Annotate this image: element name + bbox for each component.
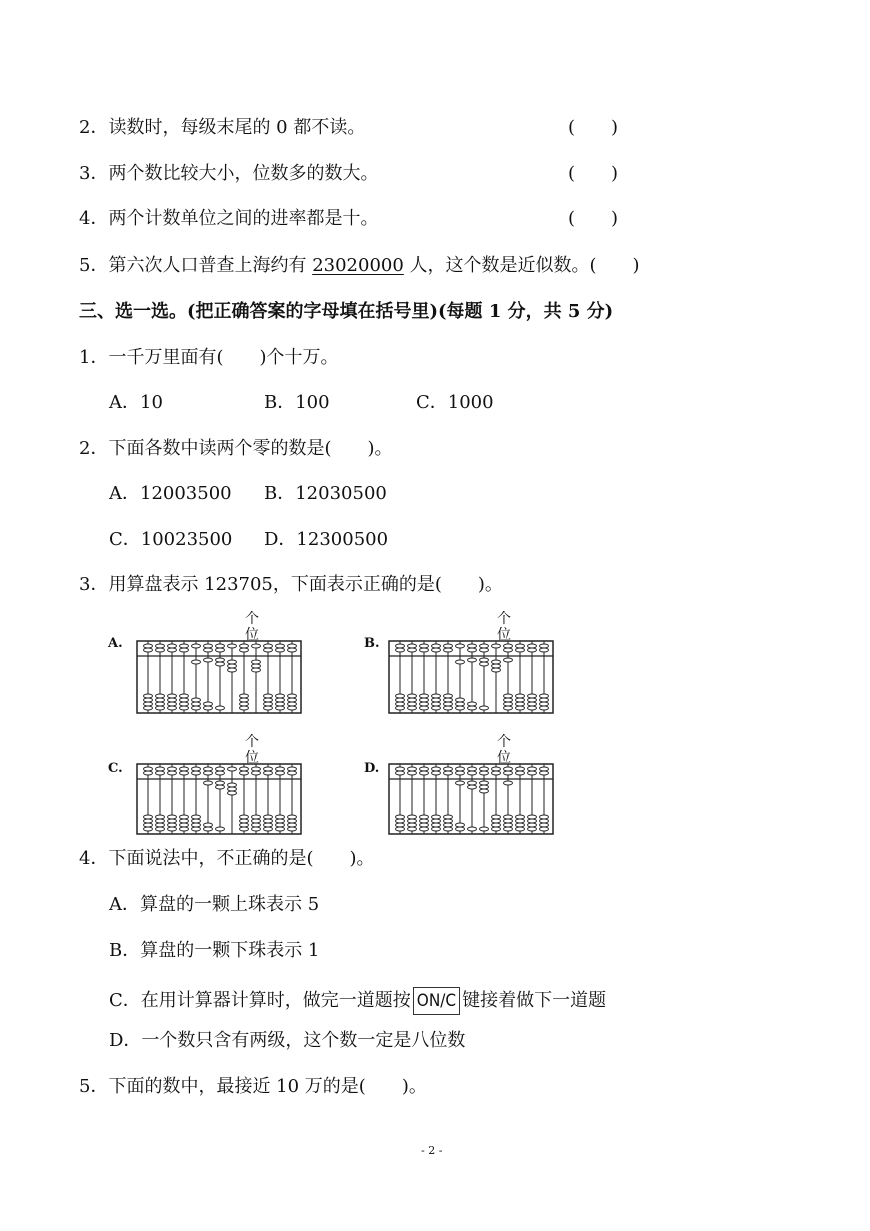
answer-blank-4[interactable]: ( ) [568,208,619,229]
q2-option-b[interactable]: B．12030500 [264,483,387,504]
answer-blank-2[interactable]: ( ) [568,117,619,138]
q2-option-d[interactable]: D．12300500 [264,529,389,550]
q4-option-a[interactable]: A．算盘的一颗上珠表示 5 [109,894,320,915]
abacus-b-label: B. [364,636,380,651]
q4-option-b[interactable]: B．算盘的一颗下珠表示 1 [109,940,320,961]
abacus-option-a[interactable] [108,608,308,714]
question-5: 5．下面的数中，最接近 10 万的是( )。 [79,1076,427,1097]
abacus-option-c[interactable] [108,731,308,837]
abacus-option-b[interactable] [364,608,564,714]
q1-option-b[interactable]: B．100 [264,392,330,413]
question-4: 4．下面说法中，不正确的是( )。 [79,848,375,869]
q4-option-c-pre: C．在用计算器计算时，做完一道题按 [109,990,411,1011]
abacus-c-ones-label-top: 个 [245,734,259,750]
answer-blank-3[interactable]: ( ) [568,163,619,184]
abacus-c-frame [136,763,302,835]
section3-title: 三、选一选。(把正确答案的字母填在括号里)(每题 1 分，共 5 分) [79,301,614,322]
on-c-key-icon: ON/C [413,987,460,1015]
abacus-a-label: A. [108,636,123,651]
judge-item-3: 3．两个数比较大小，位数多的数大。 [79,163,379,184]
q4-option-d[interactable]: D．一个数只含有两级，这个数一定是八位数 [109,1030,466,1051]
abacus-c-label: C. [108,761,123,776]
judge-item-2: 2．读数时，每级末尾的 0 都不读。 [79,117,366,138]
q2-option-c[interactable]: C．10023500 [109,529,233,550]
q4-option-c[interactable] [109,987,606,1015]
abacus-d-frame [388,763,554,835]
judge-item-4: 4．两个计数单位之间的进率都是十。 [79,208,379,229]
abacus-b-ones-label-top: 个 [497,611,511,627]
abacus-option-d[interactable] [364,731,564,837]
abacus-c-ones-label-bottom: 位 [245,750,259,766]
question-3: 3．用算盘表示 123705，下面表示正确的是( )。 [79,574,503,595]
page-number: - 2 - [421,1144,443,1157]
question-1: 1．一千万里面有( )个十万。 [79,347,339,368]
abacus-d-ones-label-bottom: 位 [497,750,511,766]
q1-option-c[interactable]: C．1000 [416,392,494,413]
q4-option-c-post: 键接着做下一道题 [462,990,607,1011]
judge-item-5 [79,254,640,278]
abacus-a-ones-label-bottom: 位 [245,627,259,643]
judge5-pre: 5．第六次人口普查上海约有 [79,255,313,276]
question-2: 2．下面各数中读两个零的数是( )。 [79,438,393,459]
q1-option-a[interactable]: A．10 [109,392,163,413]
abacus-d-ones-label-top: 个 [497,734,511,750]
abacus-b-ones-label-bottom: 位 [497,627,511,643]
q2-option-a[interactable]: A．12003500 [109,483,232,504]
abacus-a-frame [136,640,302,714]
judge5-post: 人，这个数是近似数。( ) [403,255,640,276]
abacus-d-label: D. [364,761,380,776]
abacus-a-ones-label-top: 个 [245,611,259,627]
abacus-b-frame [388,640,554,714]
judge5-number: 23020000 [312,255,404,276]
